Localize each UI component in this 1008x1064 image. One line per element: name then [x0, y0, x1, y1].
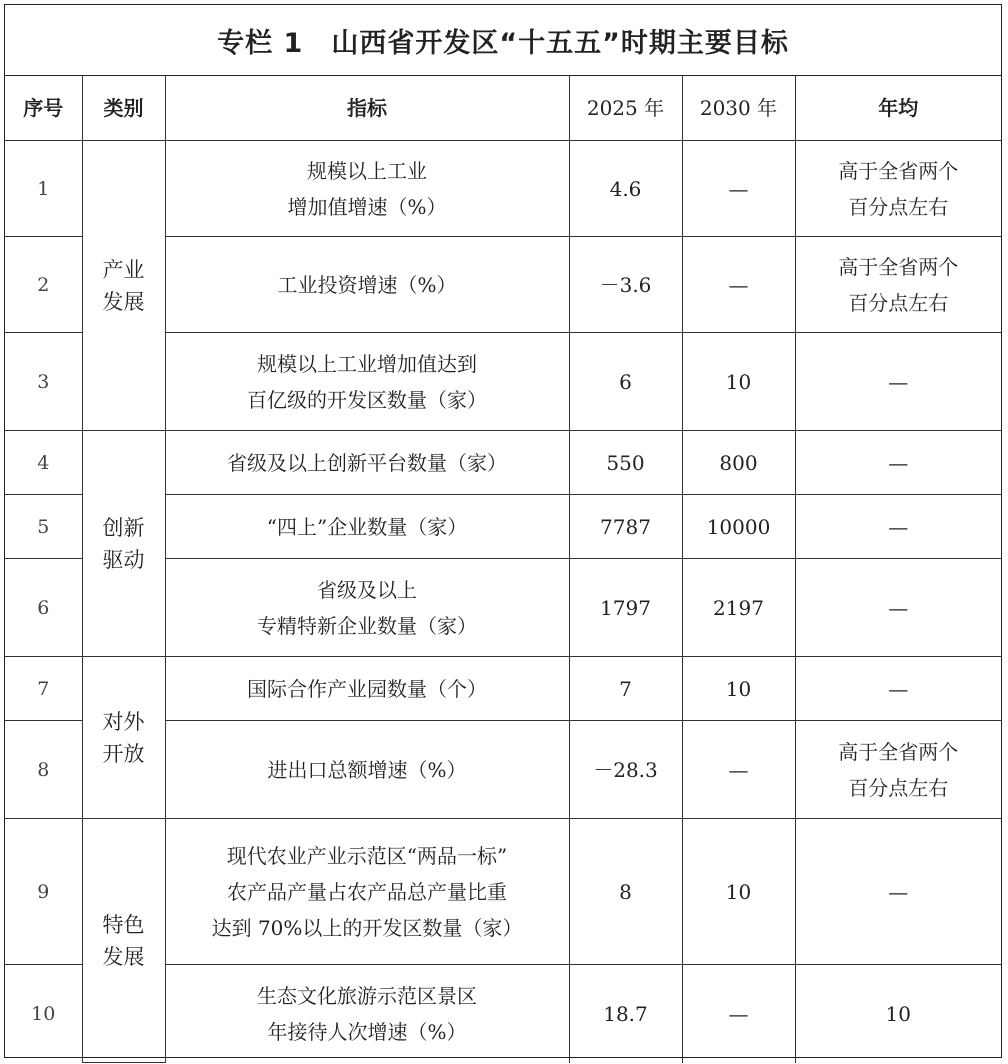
average-cell: — — [795, 657, 1001, 721]
document-table-box — [4, 4, 1002, 1058]
category-cell: 产业 发展 — [82, 141, 165, 431]
value-2030-cell: 10000 — [682, 495, 795, 559]
row-number: 1 — [5, 141, 82, 237]
header-indicator: 指标 — [165, 76, 569, 141]
value-2025-cell: －28.3 — [569, 721, 682, 819]
value-2030-cell: 10 — [682, 819, 795, 965]
average-cell: 高于全省两个 百分点左右 — [795, 237, 1001, 333]
header-category: 类别 — [82, 76, 165, 141]
indicator-cell: 进出口总额增速（%） — [165, 721, 569, 819]
category-cell: 对外 开放 — [82, 657, 165, 819]
row-number: 8 — [5, 721, 82, 819]
value-2025-cell: 1797 — [569, 559, 682, 657]
value-2025-cell: 550 — [569, 431, 682, 495]
row-number: 9 — [5, 819, 82, 965]
value-2025-cell: 7 — [569, 657, 682, 721]
value-2030-cell: 2197 — [682, 559, 795, 657]
average-cell: — — [795, 819, 1001, 965]
indicator-cell: 国际合作产业园数量（个） — [165, 657, 569, 721]
row-number: 4 — [5, 431, 82, 495]
table-row — [5, 431, 1001, 495]
indicator-cell: 工业投资增速（%） — [165, 237, 569, 333]
header-no: 序号 — [5, 76, 82, 141]
table-row — [5, 657, 1001, 721]
category-cell: 特色 发展 — [82, 819, 165, 1063]
value-2025-cell: 6 — [569, 333, 682, 431]
indicator-cell: 规模以上工业增加值达到 百亿级的开发区数量（家） — [165, 333, 569, 431]
value-2025-cell: 18.7 — [569, 965, 682, 1063]
value-2025-cell: 4.6 — [569, 141, 682, 237]
average-cell: — — [795, 431, 1001, 495]
category-cell: 创新 驱动 — [82, 431, 165, 657]
table-row — [5, 819, 1001, 965]
indicator-cell: 规模以上工业 增加值增速（%） — [165, 141, 569, 237]
header-average: 年均 — [795, 76, 1001, 141]
indicator-cell: 生态文化旅游示范区景区 年接待人次增速（%） — [165, 965, 569, 1063]
row-number: 7 — [5, 657, 82, 721]
value-2030-cell: 10 — [682, 333, 795, 431]
indicator-cell: “四上”企业数量（家） — [165, 495, 569, 559]
value-2025-cell: 8 — [569, 819, 682, 965]
value-2030-cell: — — [682, 141, 795, 237]
row-number: 6 — [5, 559, 82, 657]
indicator-cell: 省级及以上 专精特新企业数量（家） — [165, 559, 569, 657]
average-cell: — — [795, 559, 1001, 657]
indicator-cell: 现代农业产业示范区“两品一标” 农产品产量占农产品总产量比重 达到 70%以上的开发区数量（家） — [165, 819, 569, 965]
average-cell: 高于全省两个 百分点左右 — [795, 721, 1001, 819]
value-2025-cell: －3.6 — [569, 237, 682, 333]
average-cell: 10 — [795, 965, 1001, 1063]
value-2030-cell: — — [682, 237, 795, 333]
value-2025-cell: 7787 — [569, 495, 682, 559]
header-2025: 2025 年 — [569, 76, 682, 141]
average-cell: 高于全省两个 百分点左右 — [795, 141, 1001, 237]
value-2030-cell: — — [682, 965, 795, 1063]
row-number: 2 — [5, 237, 82, 333]
row-number: 5 — [5, 495, 82, 559]
row-number: 3 — [5, 333, 82, 431]
table-header-row — [5, 76, 1001, 141]
indicator-cell: 省级及以上创新平台数量（家） — [165, 431, 569, 495]
value-2030-cell: 10 — [682, 657, 795, 721]
row-number: 10 — [5, 965, 82, 1063]
targets-table — [5, 76, 1001, 1063]
table-row — [5, 141, 1001, 237]
average-cell: — — [795, 495, 1001, 559]
value-2030-cell: — — [682, 721, 795, 819]
table-title: 专栏 1 山西省开发区“十五五”时期主要目标 — [5, 5, 1001, 76]
header-2030: 2030 年 — [682, 76, 795, 141]
value-2030-cell: 800 — [682, 431, 795, 495]
average-cell: — — [795, 333, 1001, 431]
